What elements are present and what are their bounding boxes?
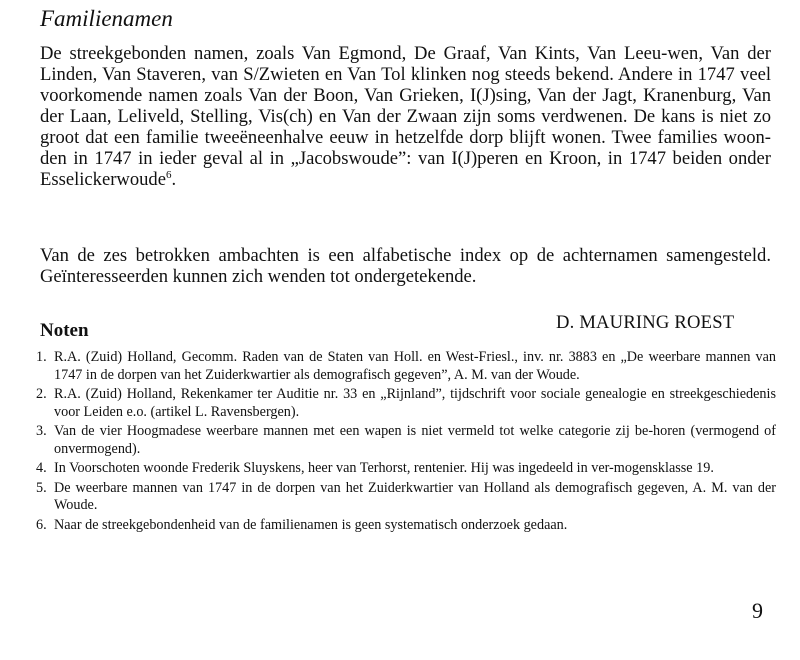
author-signature: D. MAURING ROEST xyxy=(556,312,735,333)
note-text: Naar de streekgebondenheid van de familienamen is geen systematisch onderzoek gedaan. xyxy=(54,516,568,533)
note-item xyxy=(36,460,776,478)
note-number: 5. xyxy=(36,479,47,496)
note-number: 4. xyxy=(36,460,47,476)
paragraph-1-end: . xyxy=(171,169,177,190)
note-item xyxy=(36,480,776,515)
note-number: 2. xyxy=(36,386,47,402)
notes-heading: Noten xyxy=(40,320,89,341)
note-text: R.A. (Zuid) Holland, Gecomm. Raden van de Staten van Holl. en West-Friesl., inv. nr. 3883 en „De weerbare mannen van 1747 in de dorpen van het Zuiderkwartier als demografisch gegeven”, A. M. van der Woude. xyxy=(54,349,776,383)
footnote-ref-6: 6 xyxy=(165,169,172,181)
note-text: R.A. (Zuid) Holland, Rekenkamer ter Auditie nr. 33 en „Rijnland”, tijdschrift voor sociale genealogie en streekgeschiedenis voor Leiden e.o. (artikel L. Ravensbergen). xyxy=(54,386,776,420)
note-text: Van de vier Hoogmadese weerbare mannen met een wapen is niet vermeld tot welke categorie zij be-horen (vermogend of onvermogend). xyxy=(54,423,776,457)
note-number: 6. xyxy=(36,516,47,533)
notes-list xyxy=(36,349,776,536)
section-title: Familienamen xyxy=(40,6,173,31)
note-item xyxy=(36,386,776,421)
note-item xyxy=(36,423,776,458)
note-text: In Voorschoten woonde Frederik Sluyskens, heer van Terhorst, rentenier. Hij was ingedeeld in ver-mogensklasse 19. xyxy=(54,460,714,476)
body-paragraph-2: Van de zes betrokken ambachten is een alfabetische index op de achternamen samengesteld. Geïnteresseerden kunnen zich wenden tot ondergetekende. xyxy=(40,245,771,287)
note-text: De weerbare mannen van 1747 in de dorpen van het Zuiderkwartier van Holland als demografisch gegeven, A. M. van der Woude. xyxy=(54,479,776,513)
note-number: 3. xyxy=(36,423,47,439)
note-number: 1. xyxy=(36,349,47,365)
paragraph-1-text: De streekgebonden namen, zoals Van Egmond, De Graaf, Van Kints, Van Leeu-wen, Van der Linden, Van Staveren, van S/Zwieten en Van Tol klinken nog steeds bekend. Andere in 1747 veel voorkomende namen zoals Van der Boon, Van Grieken, I(J)sing, Van der Jagt, Kranenburg, Van der Laan, Leliveld, Stelling, Vis(ch) en Van der Zwaan zijn soms verdwenen. De kans is niet zo groot dat een familie tweeëneenhalve eeuw in hetzelfde dorp blijft wonen. Twee families woon-den in 1747 in ieder geval al in „Jacobswoude”: van I(J)peren en Kroon, in 1747 beiden onder Esselickerwoude xyxy=(40,43,771,190)
note-item xyxy=(36,517,776,535)
note-item xyxy=(36,349,776,384)
body-paragraph-1 xyxy=(40,43,771,190)
page-number: 9 xyxy=(752,598,763,623)
